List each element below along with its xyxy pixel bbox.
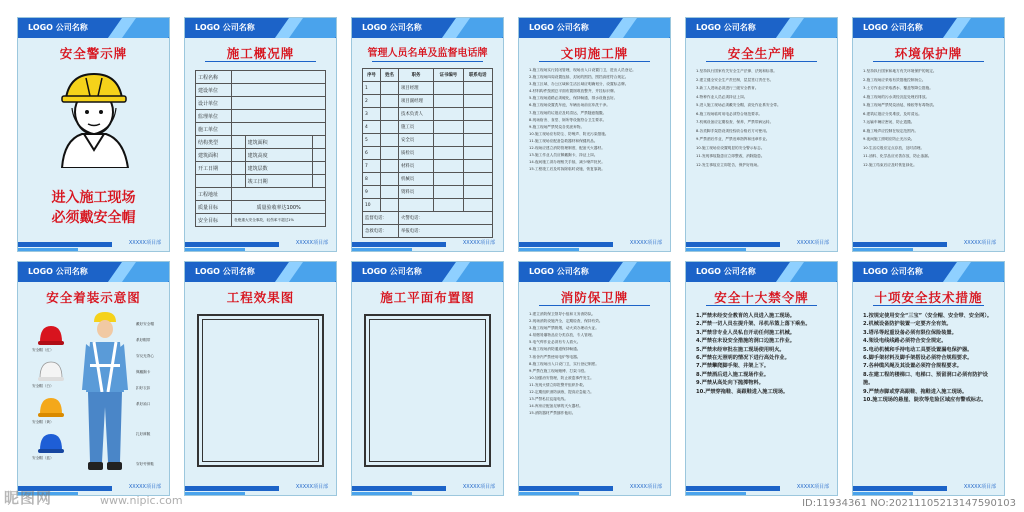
attire-tag: 系好袖口 (136, 402, 151, 406)
watermark-id: ID:11934361 NO:20211105213147590103 (802, 498, 1016, 509)
row-label: 质量目标 (196, 201, 232, 214)
row-number: 10 (363, 199, 381, 212)
row-number: 5 (363, 134, 381, 147)
board-header (519, 18, 670, 38)
staff-table (362, 68, 493, 238)
project-name: XXXXX项目部 (796, 240, 829, 246)
row-label: 工程名称 (196, 71, 232, 84)
board-title: 环境保护牌 (894, 46, 963, 61)
slogan-line-1: 进入施工现场 (51, 190, 136, 206)
board-title: 消防保卫牌 (560, 290, 629, 305)
project-name: XXXXX项目部 (462, 240, 495, 246)
board-safety-attire (17, 261, 170, 496)
attire-tag: 系好帽带 (136, 338, 151, 342)
row-number: 3 (363, 108, 381, 121)
company-logo: LOGO 公司名称 (28, 267, 88, 276)
col-header: 序号 (363, 69, 381, 82)
project-name: XXXXX项目部 (462, 484, 495, 490)
col-header: 联系电话 (463, 69, 492, 82)
row-label: 建筑面积 (196, 149, 232, 162)
board-footer (352, 235, 503, 251)
board-site-layout (351, 261, 504, 496)
role-cell: 技术负责人 (398, 108, 433, 121)
project-name: XXXXX项目部 (796, 484, 829, 490)
role-cell: 施工员 (398, 121, 433, 134)
helmet-label: 安全帽（红） (32, 348, 54, 352)
project-name: XXXXX项目部 (963, 484, 996, 490)
row-label: 建设单位 (196, 84, 232, 97)
board-footer (18, 235, 169, 251)
company-logo: LOGO 公司名称 (362, 23, 422, 32)
image-frame (364, 314, 491, 467)
board-title: 安全生产牌 (727, 46, 796, 61)
role-cell: 项目副经理 (398, 95, 433, 108)
project-name: XXXXX项目部 (629, 240, 662, 246)
row-label: 施工单位 (196, 123, 232, 136)
company-logo: LOGO 公司名称 (529, 267, 589, 276)
board-project-overview (184, 17, 337, 252)
project-name: XXXXX项目部 (295, 240, 328, 246)
helmet-label: 安全帽（黄） (32, 420, 54, 424)
role-cell: 安全员 (398, 134, 433, 147)
overview-table (195, 70, 326, 227)
board-title: 工程效果图 (226, 290, 295, 305)
attire-tag: 扎好裤腿 (136, 432, 151, 436)
rules-text: 1.施工现场实行封闭管理，现场出入口设置门卫，进出人员登记。 2.施工现场四周设置连续、封闭的围挡，围挡高度符合规定。 3.施工区域、办公区域和生活区域应明确划分，设置标志牌。 4.材料构件按照总平面布置图堆放整齐，并挂标识牌。 5.施工现场道路必须硬化，保持畅通，排水设施良好。 6.施工现场设置洗车池，车辆出场前应冲洗干净。 7.施工现场的垃圾应及时清运，严禁随意抛撒。 8.现场宿舍、食堂、厕所等设施符合卫生要求。 9.施工现场严禁焚烧各类废弃物。 10.施工现场应有防尘、防噪声、防光污染措施。 11.施工现场应配备急救器材和保健药品。 12.现场应建立消防管理制度，配备灭火器材。 13.施工作业人员应佩戴胸卡，持证上岗。 14.夜间施工须办理相关手续，减少噪声扰民。 15.工程竣工后及时拆除临时设施，恢复原貌。 (529, 68, 636, 172)
board-footer (185, 235, 336, 251)
board-footer (686, 479, 837, 495)
board-environment-protection (852, 17, 1005, 252)
project-name: XXXXX项目部 (963, 240, 996, 246)
role-cell: 项目经理 (398, 82, 433, 95)
helmet-label: 安全帽（白） (32, 384, 54, 388)
board-title: 施工概况牌 (226, 46, 295, 61)
row-sublabel: 竣工日期 (245, 175, 312, 188)
row-label: 开工日期 (196, 162, 232, 175)
row-label: 工程地址 (196, 188, 232, 201)
company-logo: LOGO 公司名称 (362, 267, 422, 276)
emergency-phone: 急救电话： (363, 225, 399, 238)
attire-tag: 穿好劳保鞋 (136, 462, 154, 466)
row-label: 安全目标 (196, 214, 232, 227)
helmet-yellow-icon (38, 396, 64, 422)
row-number: 6 (363, 147, 381, 160)
board-fire-security (518, 261, 671, 496)
board-title: 安全警示牌 (59, 46, 128, 61)
attire-tag: 戴好安全帽 (136, 322, 154, 326)
rules-text: 1.坚持执行国家有关安全生产法律、法规和标准。 2.建立健全安全生产责任制，层层签订责任书。 3.新工人进场必须进行三级安全教育。 4.特种作业人员必须持证上岗。 5.进入施工现场必须戴安全帽，高处作业系安全带。 6.施工现场临时用电必须符合规范要求。 7.机械设备应定期检查、保养，严禁带病运转。 8.各类脚手架搭设须经验收合格后方可使用。 9.严禁酒后作业，严禁违章指挥和违章作业。 10.施工现场应设置明显的安全警示标志。 11.发现事故隐患应立即整改，消除隐患。 12.发生事故应立即报告，保护好现场。 (696, 69, 781, 167)
board-header (352, 262, 503, 282)
company-logo: LOGO 公司名称 (696, 23, 756, 32)
row-number: 1 (363, 82, 381, 95)
row-number: 4 (363, 121, 381, 134)
report-phone: 举报电话： (398, 225, 492, 238)
row-label: 结构类型 (196, 136, 232, 149)
row-sublabel: 建筑面积 (245, 136, 312, 149)
company-logo: LOGO 公司名称 (195, 267, 255, 276)
helmet-label: 安全帽（蓝） (32, 456, 54, 460)
company-logo: LOGO 公司名称 (195, 23, 255, 32)
board-title: 十项安全技术措施 (874, 290, 983, 305)
board-footer (519, 479, 670, 495)
col-header: 证书编号 (434, 69, 463, 82)
col-header: 姓名 (380, 69, 398, 82)
board-header (686, 18, 837, 38)
row-label: 监理单位 (196, 110, 232, 123)
board-ten-prohibitions (685, 261, 838, 496)
board-safety-warning (17, 17, 170, 252)
attire-tag: 佩戴胸卡 (136, 370, 151, 374)
safety-target: 杜绝重大安全事故，轻伤率不超过1% (232, 214, 326, 227)
board-header (185, 18, 336, 38)
board-title: 文明施工牌 (560, 46, 629, 61)
row-number: 7 (363, 160, 381, 173)
company-logo: LOGO 公司名称 (863, 267, 923, 276)
row-number: 9 (363, 186, 381, 199)
helmet-white-icon (38, 360, 64, 386)
watermark-url: www.nipic.com (100, 494, 183, 507)
role-cell: 材料员 (398, 160, 433, 173)
image-frame (197, 314, 324, 467)
board-title: 安全着装示意图 (46, 290, 141, 305)
watermark-logo: 昵图网 (4, 489, 53, 507)
board-footer (519, 235, 670, 251)
board-rendering (184, 261, 337, 496)
attire-tag: 穿反光背心 (136, 354, 154, 358)
board-header (18, 18, 169, 38)
company-logo: LOGO 公司名称 (28, 23, 88, 32)
board-footer (853, 479, 1004, 495)
row-number: 8 (363, 173, 381, 186)
slogan-line-2: 必须戴安全帽 (51, 210, 136, 226)
company-logo: LOGO 公司名称 (696, 267, 756, 276)
board-title: 安全十大禁令牌 (714, 290, 809, 305)
board-footer (185, 479, 336, 495)
board-header (18, 262, 169, 282)
row-label: 设计单位 (196, 97, 232, 110)
board-title: 管理人员名单及监督电话牌 (367, 48, 488, 59)
project-name: XXXXX项目部 (128, 240, 161, 246)
board-header (686, 262, 837, 282)
board-civilized-construction (518, 17, 671, 252)
row-sublabel: 建筑层数 (245, 162, 312, 175)
board-safe-production (685, 17, 838, 252)
board-title: 施工平面布置图 (380, 290, 475, 305)
fire-phone: 火警电话： (398, 212, 492, 225)
company-logo: LOGO 公司名称 (863, 23, 923, 32)
company-logo: LOGO 公司名称 (529, 23, 589, 32)
board-header (853, 262, 1004, 282)
board-ten-safety-measures (852, 261, 1005, 496)
project-name: XXXXX项目部 (128, 484, 161, 490)
board-footer (686, 235, 837, 251)
row-number: 2 (363, 95, 381, 108)
quality-target: 质量验收率达100% (232, 201, 326, 214)
board-header (352, 18, 503, 38)
worker-helmet-illustration (44, 68, 144, 168)
helmet-red-icon (38, 324, 64, 350)
attire-tag: 扣好衣扣 (136, 386, 151, 390)
helmet-blue-icon (38, 432, 64, 458)
board-header (519, 262, 670, 282)
project-name: XXXXX项目部 (629, 484, 662, 490)
board-staff-list (351, 17, 504, 252)
rules-text: 1.严禁未经安全教育的人员进入施工现场。 2.严禁一切人员在提升架、吊机吊篮上落下乘坐。 3.严禁非专业人员私自开动任何施工机械。 4.严禁在未设安全措施的洞口边施工作业。 5.严禁未经审批在施工现场使用明火。 6.严禁在无照明的情况下进行高处作业。 7.严禁攀爬脚手架、井架上下。 8.严禁酒后进入施工现场作业。 9.严禁从高处向下抛掷物料。 10.严禁穿拖鞋、高跟鞋进入施工现场。 (696, 313, 811, 395)
project-name: XXXXX项目部 (295, 484, 328, 490)
supervise-phone: 监督电话： (363, 212, 399, 225)
rules-text: 1.坚持执行国家和地方有关环境保护的规定。 2.施工现场应采取有效措施控制扬尘。 3.土方作业应采取洒水、覆盖等降尘措施。 4.施工现场的污水须经沉淀处理后排放。 5.施工现场严禁焚烧油毡、橡胶等有毒物质。 6.建筑垃圾应分类堆放，及时清运。 7.运输车辆应密闭，防止遗撒。 8.施工噪声应控制在规定范围内。 9.夜间施工照明应防止光污染。 10.生活垃圾应定点存放，及时清理。 11.油料、化学品应妥善存放，防止渗漏。 12.施工结束后应及时恢复绿化。 (863, 69, 937, 167)
board-footer (352, 479, 503, 495)
board-header (185, 262, 336, 282)
worker-figure (80, 312, 130, 486)
role-cell: 机械员 (398, 173, 433, 186)
rules-text: 1.建立消防保卫领导小组和义务消防队。 2.现场消防设施齐全，定期检查，保持有效。 3.施工现场严禁吸烟，动火须办理动火证。 4.易燃易爆物品应分类存放，专人管理。 5.电气焊作业必须有专人看火。 6.施工现场消防通道保持畅通。 7.宿舍内严禁使用电炉等电器。 8.施工现场出入口设门卫，实行登记制度。 9.严禁在施工现场赌博、打架斗殴。 10.加强治安管理，防止被盗事件发生。 11.发现火情立即报警并组织扑救。 12.定期组织消防演练，提高应急能力。 13.严禁私拉乱接电线。 14.库房应配备足够的灭火器材。 15.消防器材严禁挪作他用。 (529, 312, 603, 416)
board-header (853, 18, 1004, 38)
role-cell: 资料员 (398, 186, 433, 199)
rules-text: 1.按规定使用安全“三宝”（安全帽、安全带、安全网）。 2.机械设备防护装置一定要齐全有效。 3.塔吊等起重设备必须有限位保险装置。 4.架设电线线路必须符合安全规定。 5.电动机械和手持电动工具要设置漏电保护器。 6.脚手架材料及脚手架搭设必须符合规程要求。 7.各种缆风绳及其设置必须符合规程要求。 8.在建工程的楼梯口、电梯口、预留洞口必须有防护设施。 9.严禁赤脚或穿高跟鞋、拖鞋进入施工现场。 10.施工现场的悬崖、陡坎等危险区域应有警戒标志。 (863, 313, 993, 404)
role-cell: 质检员 (398, 147, 433, 160)
col-header: 职务 (398, 69, 433, 82)
row-sublabel: 建筑高度 (245, 149, 312, 162)
board-footer (853, 235, 1004, 251)
